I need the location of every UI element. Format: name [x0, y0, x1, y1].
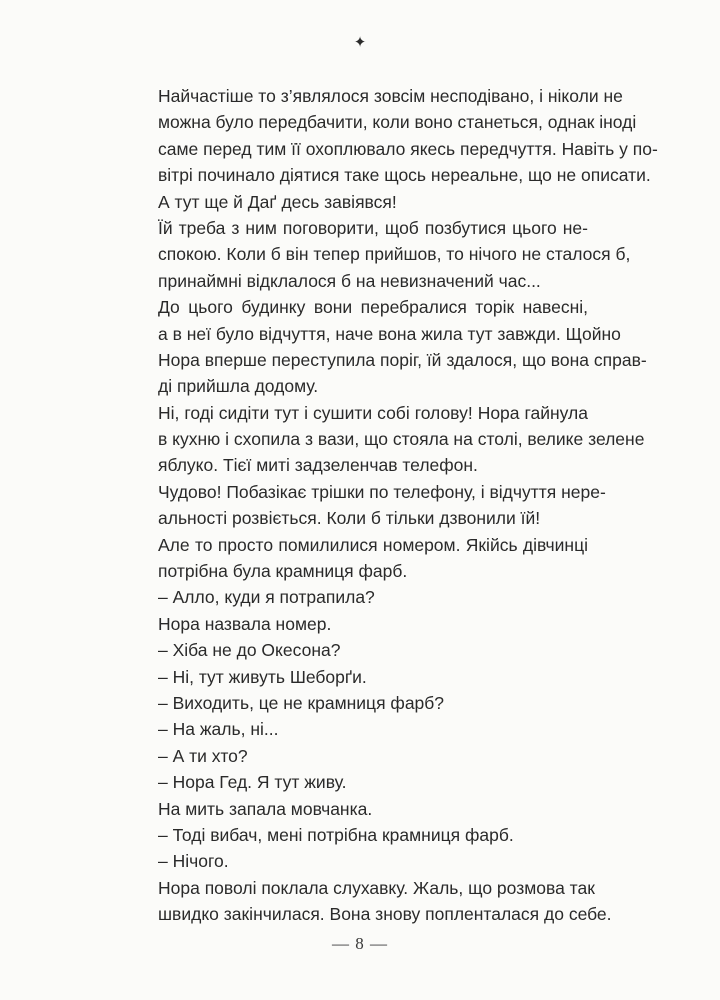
paragraph-line: спокою. Коли б він тепер прийшов, то нічого не сталося б,	[158, 244, 631, 265]
paragraph-line: Нора вперше переступила поріг, їй здалося, що вона справ-	[158, 349, 647, 370]
paragraph-first-line: Чудово! Побазікає трішки по телефону, і відчуття нере-	[158, 481, 606, 502]
paragraph-line: швидко закінчилася. Вона знову попленталася до себе.	[158, 904, 612, 925]
paragraph-line: вітрі починало діятися таке щось нереальне, що не описати.	[158, 165, 651, 186]
paragraph-first-line: – Хіба не до Окесона?	[158, 640, 341, 661]
paragraph-first-line: Найчастіше то з’являлося зовсім несподівано, і ніколи не	[158, 86, 623, 106]
paragraph-first-line: Ні, годі сидіти тут і сушити собі голову! Нора гайнула	[158, 402, 588, 423]
paragraph-first-line: А тут ще й Даґ десь завіявся!	[158, 191, 397, 212]
paragraph-line: потрібна була крамниця фарб.	[158, 561, 408, 582]
paragraph-first-line: Їй треба з ним поговорити, щоб позбутися цього не-	[158, 217, 588, 238]
paragraph-first-line: – Виходить, це не крамниця фарб?	[158, 692, 445, 713]
paragraph-first-line: – Нічого.	[158, 851, 229, 872]
paragraph-first-line: – А ти хто?	[158, 745, 248, 766]
paragraph-first-line: Але то просто помилилися номером. Якійсь дівчинці	[158, 534, 588, 555]
paragraph-first-line: Нора назвала номер.	[158, 613, 332, 634]
paragraph-first-line: – Алло, куди я потрапила?	[158, 587, 375, 608]
paragraph-first-line: – На жаль, ні...	[158, 719, 279, 740]
body-text	[158, 83, 658, 928]
paragraph-line: а в неї було відчуття, наче вона жила тут завжди. Щойно	[158, 323, 621, 344]
paragraph-first-line: Нора поволі поклала слухавку. Жаль, що розмова так	[158, 877, 595, 898]
paragraph-line: альності розвіється. Коли б тільки дзвонили їй!	[158, 508, 541, 529]
paragraph-first-line: – Нора Гед. Я тут живу.	[158, 772, 347, 793]
paragraph-first-line: На мить запала мовчанка.	[158, 798, 373, 819]
star-ornament-icon: ✦	[353, 33, 367, 51]
paragraph-line: саме перед тим її охоплювало якесь передчуття. Навіть у по-	[158, 138, 658, 159]
paragraph-line: принаймні відклалося б на невизначений час...	[158, 270, 541, 291]
paragraph-line: ді прийшла додому.	[158, 376, 319, 397]
paragraph-first-line: До цього будинку вони перебралися торік навесні,	[158, 297, 588, 318]
paragraph-first-line: – Ні, тут живуть Шеборґи.	[158, 666, 367, 687]
paragraph-line: можна було передбачити, коли воно станеться, однак іноді	[158, 112, 637, 133]
paragraph-first-line: – Тоді вибач, мені потрібна крамниця фарб.	[158, 824, 514, 845]
page-number: — 8 —	[332, 934, 388, 953]
paragraph-line: яблуко. Тієї миті задзеленчав телефон.	[158, 455, 478, 476]
paragraph-line: в кухню і схопила з вази, що стояла на столі, велике зелене	[158, 429, 645, 450]
